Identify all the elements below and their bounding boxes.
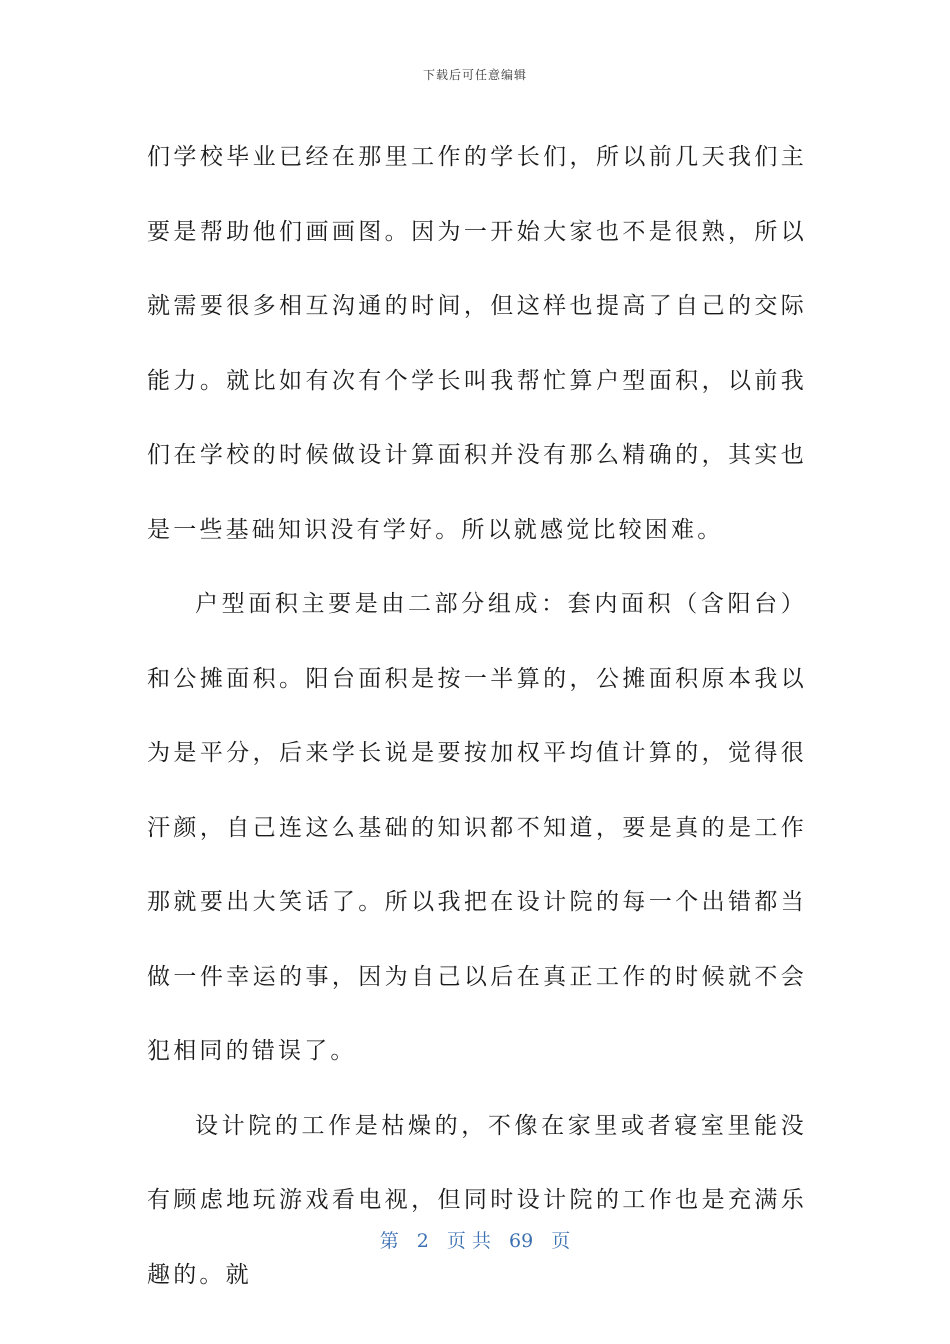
paragraph-3: 设计院的工作是枯燥的，不像在家里或者寝室里能没有顾虑地玩游戏看电视，但同时设计院的工作也是充满乐趣的。就: [147, 1112, 807, 1288]
body-text: [147, 120, 807, 1312]
footer-middle: 页 共: [446, 1230, 491, 1252]
footer-prefix: 第: [379, 1230, 399, 1252]
page-header: 下载后可任意编辑: [422, 68, 527, 82]
paragraph-2: 户型面积主要是由二部分组成：套内面积（含阳台）和公摊面积。阳台面积是按一半算的，公摊面积原本我以为是平分，后来学长说是要按加权平均值计算的，觉得很汗颜，自己连这么基础的知识都不知道，要是真的是工作那就要出大笑话了。所以我把在设计院的每一个出错都当做一件幸运的事，因为自己以后在真正工作的时候就不会犯相同的错误了。: [147, 591, 807, 1064]
page-footer: [0, 1226, 950, 1253]
paragraph-1: 们学校毕业已经在那里工作的学长们，所以前几天我们主要是帮助他们画画图。因为一开始大家也不是很熟，所以就需要很多相互沟通的时间，但这样也提高了自己的交际能力。就比如有次有个学长叫我帮忙算户型面积，以前我们在学校的时候做设计算面积并没有那么精确的，其实也是一些基础知识没有学好。所以就感觉比较困难。: [147, 144, 807, 543]
footer-page-number: 2: [416, 1230, 429, 1252]
footer-suffix: 页: [551, 1230, 571, 1252]
footer-total-pages: 69: [509, 1230, 534, 1252]
